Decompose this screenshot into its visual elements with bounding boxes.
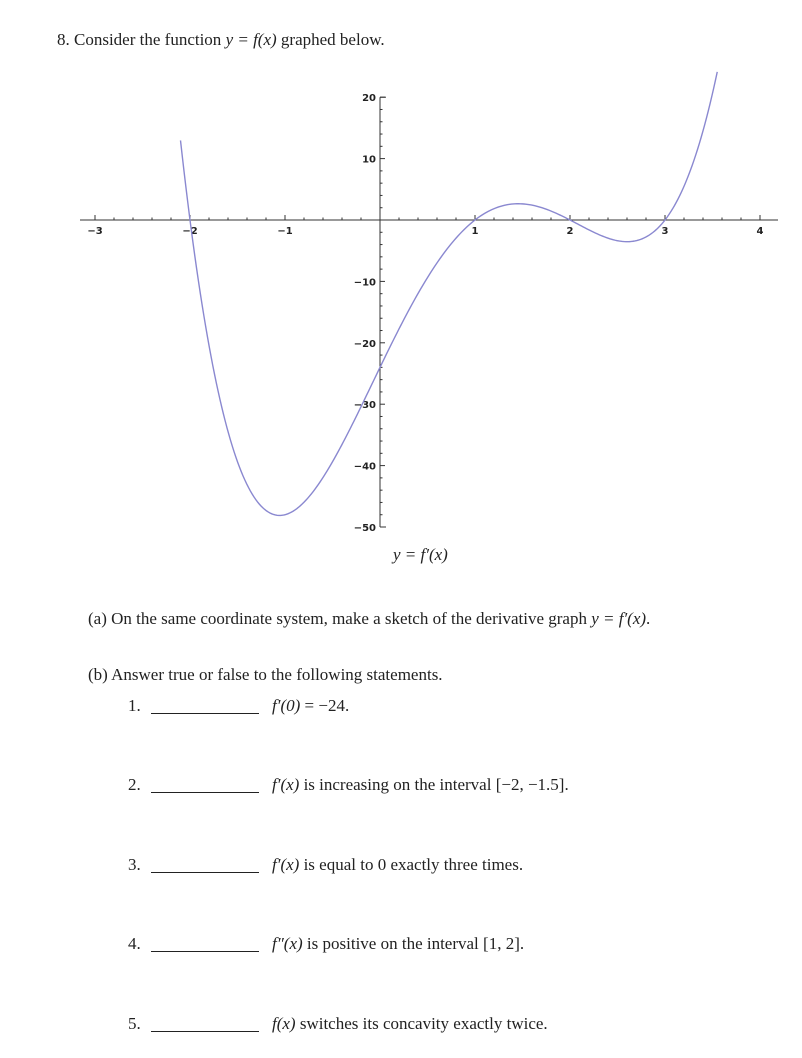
- statement-5-number: 5.: [128, 1014, 141, 1033]
- x-tick-label: 3: [661, 226, 669, 237]
- statement-5-rest: switches its concavity exactly twice.: [295, 1014, 548, 1033]
- part-a-label: (a): [88, 609, 107, 628]
- y-tick-label: −40: [353, 461, 376, 473]
- y-tick-label: 10: [362, 154, 376, 166]
- statement-4-number: 4.: [128, 934, 141, 953]
- x-tick-label: −3: [87, 226, 103, 237]
- statement-2-answer-blank[interactable]: [151, 792, 259, 793]
- statement-2-rest: is increasing on the interval [−2, −1.5].: [299, 775, 569, 794]
- statement-1-answer-blank[interactable]: [151, 713, 259, 714]
- graph-curve-layer: [181, 72, 718, 516]
- part-b-label: (b): [88, 665, 108, 684]
- statement-3-number: 3.: [128, 855, 141, 874]
- x-tick-label: 2: [566, 226, 574, 237]
- part-a: [88, 609, 650, 629]
- graph-ticks: [87, 93, 763, 534]
- statement-3-answer-blank[interactable]: [151, 872, 259, 873]
- part-b-text: Answer true or false to the following statements.: [111, 665, 443, 684]
- y-tick-label: −50: [353, 523, 376, 534]
- part-b: [88, 665, 443, 685]
- statement-3-math: f′(x): [272, 855, 300, 874]
- problem-intro-pre: Consider the function: [74, 30, 226, 49]
- statement-4-answer-blank[interactable]: [151, 951, 259, 952]
- statement-5-answer-blank[interactable]: [151, 1031, 259, 1032]
- x-tick-label: 1: [471, 226, 479, 237]
- statement-4-math: f″(x): [272, 934, 303, 953]
- graph-caption: y = f′(x): [393, 545, 448, 564]
- statement-4-rest: is positive on the interval [1, 2].: [302, 934, 525, 953]
- problem-intro-post: graphed below.: [276, 30, 385, 49]
- x-tick-label: 4: [756, 226, 764, 237]
- statement-1-text: [272, 696, 349, 716]
- y-tick-label: −20: [353, 338, 376, 350]
- statement-3-rest: is equal to 0 exactly three times.: [299, 855, 524, 874]
- statement-5-text: [272, 1014, 548, 1034]
- y-tick-label: −30: [353, 400, 376, 412]
- problem-number: 8.: [57, 30, 70, 49]
- statement-4-text: [272, 934, 524, 954]
- problem-intro-math: y = f(x): [225, 30, 277, 49]
- function-curve: [181, 72, 718, 516]
- part-a-post: .: [646, 609, 651, 628]
- x-tick-label: −1: [277, 226, 293, 237]
- statement-1-number: 1.: [128, 696, 141, 715]
- statement-2-number: 2.: [128, 775, 141, 794]
- part-a-text: On the same coordinate system, make a sketch of the derivative graph: [111, 609, 592, 628]
- part-a-math: y = f′(x): [591, 609, 647, 628]
- statement-1-math: f′(0): [272, 696, 301, 715]
- statement-3-text: [272, 855, 523, 875]
- statement-2-text: [272, 775, 569, 795]
- statement-5-math: f(x): [272, 1014, 296, 1033]
- statement-2-math: f′(x): [272, 775, 300, 794]
- statement-1-rest: = −24.: [300, 696, 350, 715]
- y-tick-label: 20: [362, 93, 376, 105]
- graph-axes: [80, 97, 778, 527]
- x-tick-label: −2: [182, 226, 198, 237]
- y-tick-label: −10: [353, 277, 376, 289]
